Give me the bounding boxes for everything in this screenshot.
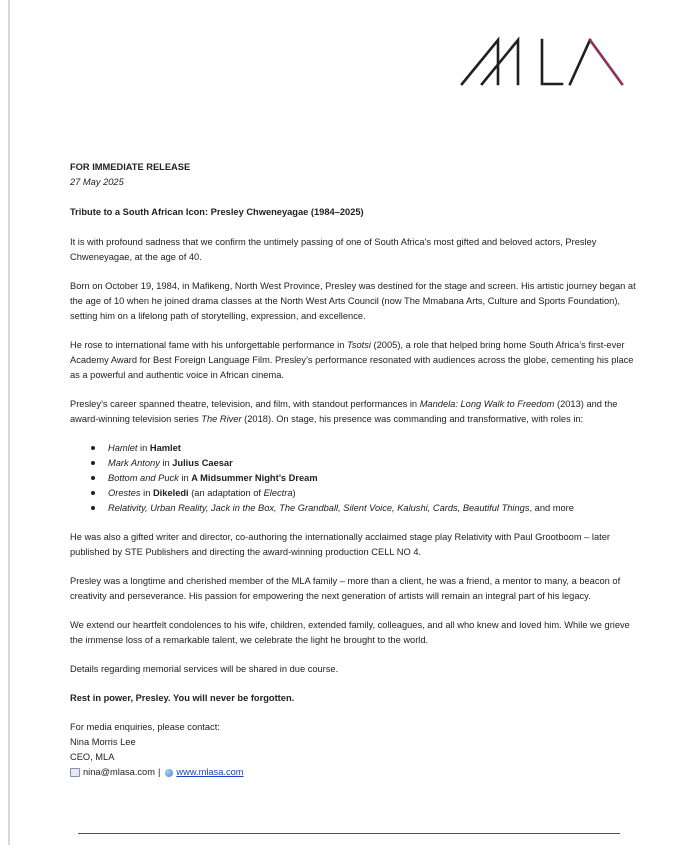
globe-icon (165, 769, 173, 777)
paragraph-writer-director: He was also a gifted writer and director, co-authoring the internationally acclaimed stage play Relativity with Paul Grootboom – later published by STE Publishers and directing the award-winning production CELL NO 4. (70, 532, 611, 557)
film-title: Mandela: Long Walk to Freedom (419, 399, 555, 409)
mla-logo (458, 36, 626, 88)
page-edge-shadow (8, 0, 10, 845)
stage-roles-list (70, 441, 640, 516)
list-item: Mark Antony in Julius Caesar (91, 456, 640, 471)
paragraph-passing: It is with profound sadness that we confirm the untimely passing of one of South Africa’s most gifted and beloved actors, Presley Chweneyagae, at the age of 40. (70, 237, 597, 262)
press-release-body (70, 160, 640, 780)
contact-name: Nina Morris Lee (70, 737, 136, 747)
paragraph-condolences: We extend our heartfelt condolences to his wife, children, extended family, colleagues, and all who knew and loved him. While we grieve the immense loss of a remarkable talent, we celebrate the light he brought to the world. (70, 620, 630, 645)
envelope-icon (70, 768, 80, 777)
paragraph-memorial: Details regarding memorial services will be shared in due course. (70, 664, 339, 674)
contact-line (70, 765, 640, 780)
contact-intro: For media enquiries, please contact: (70, 722, 220, 732)
headline: Tribute to a South African Icon: Presley Chweneyagae (1984–2025) (70, 207, 364, 217)
paragraph-early-life: Born on October 19, 1984, in Mafikeng, North West Province, Presley was destined for the stage and screen. His artistic journey began at the age of 10 when he joined drama classes at the North West Arts Council (now The Mmabana Arts, Culture and Sports Foundation), setting him on a lifelong path of storytelling, expression, and excellence. (70, 281, 636, 321)
contact-email[interactable]: nina@mlasa.com (83, 767, 155, 777)
series-title: The River (201, 414, 242, 424)
release-label: FOR IMMEDIATE RELEASE (70, 162, 191, 172)
website-link[interactable]: www.mlasa.com (176, 767, 244, 777)
contact-title: CEO, MLA (70, 752, 115, 762)
list-item: Relativity, Urban Reality, Jack in the Box, The Grandball, Silent Voice, Kalushi, Cards, Beautiful Things, and more (91, 501, 640, 516)
list-item: Hamlet in Hamlet (91, 441, 640, 456)
film-title: Tsotsi (347, 340, 371, 350)
closing-statement: Rest in power, Presley. You will never be forgotten. (70, 693, 295, 703)
release-date: 27 May 2025 (70, 177, 124, 187)
paragraph-career: Presley’s career spanned theatre, television, and film, with standout performances in Mandela: Long Walk to Freedom (2013) and the award-winning television series The River (2018). On stage, his presence was commanding and transformative, with roles in: (70, 399, 618, 424)
footer-divider (78, 833, 620, 834)
list-item: Orestes in Dikeledi (an adaptation of Electra) (91, 486, 640, 501)
contact-separator: | (157, 767, 161, 777)
paragraph-mla-family: Presley was a longtime and cherished member of the MLA family – more than a client, he was a friend, a mentor to many, a beacon of creativity and perseverance. His passion for empowering the next generation of artists will remain an integral part of his legacy. (70, 576, 621, 601)
paragraph-tsotsi: He rose to international fame with his unforgettable performance in Tsotsi (2005), a role that helped bring home South Africa’s first-ever Academy Award for Best Foreign Language Film. Presley’s performance resonated with audiences across the globe, cementing his place as a powerful and authentic voice in African cinema. (70, 340, 634, 380)
list-item: Bottom and Puck in A Midsummer Night’s Dream (91, 471, 640, 486)
